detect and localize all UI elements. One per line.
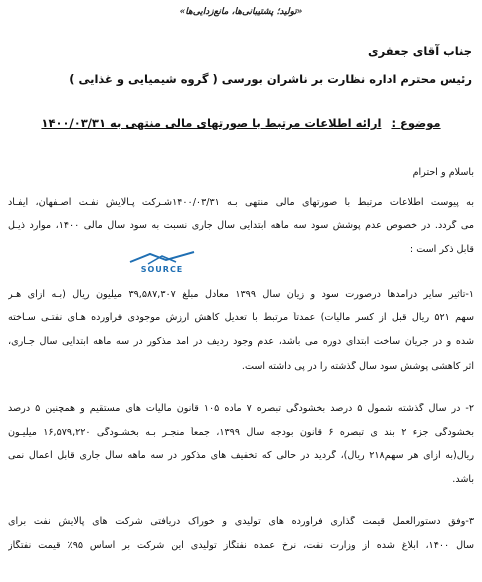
paragraph-line: اثر کاهشی پوشش سود سال گذشته را در پی داشته است. [241, 361, 474, 372]
paragraph-line: ۲- در سال گذشته شمول ۵ درصد بخشودگی تبصره ۷ ماده ۱۰۵ قانون مالیات های مستقیم و همچنین ۵ درصد [8, 403, 474, 414]
subject-text: ارائه اطلاعات مرتبط با صورتهای مالی منتهی به ۱۴۰۰/۰۳/۳۱ [41, 116, 382, 130]
paragraph-line: باشد. [452, 474, 474, 485]
paragraph-line: ۱-تأثیر سایر درآمدها درصورت سود و زیان سال ۱۳۹۹ معادل مبلغ ۳۹,۵۸۷,۳۰۷ میلیون ریال (بـه ازای هـر [8, 289, 474, 300]
paragraph-line: شده و در جریان ساخت ابتدای دوره می باشد، عدم وجود ردیف در آمد مذکور در سه ماهه ابتدایی سال جـاری، [8, 336, 474, 347]
addressee-title: رئیس محترم اداره نظارت بر ناشران بورسی ( گروه شیمیایی و غذایی ) [69, 72, 472, 86]
paragraph-line: سال ۱۴۰۰، ابلاغ شده از وزارت نفت، نرخ عمده نفتگاز تولیدی این شرکت بر اساس ۹۵٪ قیمت نفتگاز [8, 540, 474, 551]
paragraph-line: بخشودگی جزء ۲ بند ی تبصره ۶ قانون بودجه سال ۱۳۹۹، جمعاً منجـر بـه بخشـودگی ۱۶,۵۷۹,۲۲۰ میلیـون [8, 427, 474, 438]
paragraph-line: ریال(به ازای هر سهم۲۱۸ ریال)، گردید در حالی که تخفیف های مذکور در سه ماهه سال جاری قابل اعمال نمی [8, 450, 474, 461]
paragraph-line: قابل ذکر است : [409, 244, 474, 255]
paragraph-line: به پیوست اطلاعات مرتبط با صورتهای مالی منتهی بـه ۱۴۰۰/۰۳/۳۱شـرکت پـالایش نفـت اصـفهان، ایفـاد [8, 197, 474, 208]
logo-text: SOURCE [140, 265, 184, 274]
paragraph-line: ۳-وفق دستورالعمل قیمت گذاری فرآورده های تولیدی و خوراک دریافتی شرکت های پالایش نفت برای [8, 516, 474, 527]
subject-line [20, 116, 462, 130]
paragraph-line: می گردد. در خصوص عدم پوشش سود سه ماهه ابتدایی سال جاری نسبت به سود سال مالی ۱۴۰۰، موارد ذیـل [8, 220, 474, 231]
paragraph-line: سهم ۵۲۱ ریال قبل از کسر مالیات) عمدتاً مرتبط با تعدیل کاهش ارزش موجودی فرآورده هـای نفتـی سـاخته [8, 312, 474, 323]
subject-label: موضوع : [391, 116, 441, 130]
slogan: «تولید؛ پشتیبانی‌ها، مانع‌زدایی‌ها» [179, 7, 303, 17]
source-logo [128, 250, 196, 276]
greeting: باسلام و احترام [412, 167, 474, 178]
addressee-name: جناب آقای جعفری [368, 44, 472, 58]
